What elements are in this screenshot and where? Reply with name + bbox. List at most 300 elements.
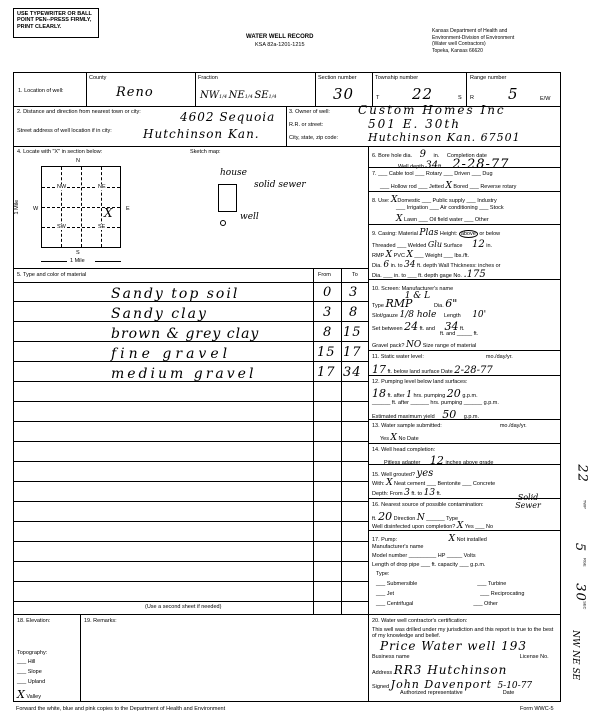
- s20-addr-label: Address: [372, 670, 393, 676]
- grid-h3: [42, 227, 120, 228]
- township-value: 22: [412, 85, 434, 103]
- mile-left: 1 Mile: [14, 199, 21, 215]
- agency-line: Kansas Department of Health and: [432, 28, 508, 34]
- s10-to: 34: [444, 320, 459, 333]
- s9-ftdepth: ft. depth: [417, 263, 437, 269]
- from-cell: 0: [323, 285, 333, 300]
- s18-upland: ___ Upland: [17, 679, 46, 685]
- s17-volts: Volts: [463, 553, 476, 559]
- divider: [368, 224, 561, 225]
- s9-dia-label: Dia.: [372, 263, 382, 269]
- s15-bent: Bentonite: [437, 481, 461, 487]
- s9-in: in.: [486, 243, 493, 249]
- s4-label: 4. Locate with "X" in section below:: [17, 149, 103, 155]
- from-cell: 3: [323, 305, 333, 320]
- s8-line1: 8. Use: XDomestic ___ Public supply ___ Industry: [372, 195, 497, 205]
- s12-hours: 1: [406, 390, 412, 400]
- section-value: 30: [333, 85, 355, 103]
- s10-line5: ft. and _____ ft.: [440, 331, 479, 337]
- s7-line2: ___ Hollow rod ___ Jetted X Bored ___ Reverse rotary: [380, 181, 517, 191]
- table-row: [13, 582, 368, 602]
- s12-after: ft. after: [387, 393, 405, 399]
- q-nw: NW: [57, 184, 67, 190]
- s17-line2: [372, 544, 424, 550]
- grid-h2: [42, 187, 120, 188]
- s17-turb: Turbine: [487, 581, 507, 587]
- s19-label: 19. Remarks:: [84, 618, 117, 624]
- s17-not: Not installed: [456, 537, 487, 543]
- s13-yes: Yes: [380, 436, 389, 442]
- s20-biz-line: [372, 654, 549, 660]
- table-row: [13, 382, 368, 402]
- s14-above: inches above grade: [445, 460, 494, 466]
- to-cell: 17: [343, 345, 362, 360]
- s8-lawn: Lawn: [403, 217, 418, 223]
- s6-in: in.: [433, 153, 440, 159]
- s9-height-in: 12: [472, 239, 485, 250]
- s17-line3: Model number _________ HP _____ Volts: [372, 553, 476, 559]
- county-label: County: [89, 75, 107, 81]
- s9-surface: Surface: [443, 243, 463, 249]
- s10-line1: [372, 283, 480, 301]
- s10-dia: Dia.: [433, 303, 444, 309]
- s8-stock: Stock: [489, 205, 504, 211]
- s8-domestic: Domestic: [397, 198, 421, 204]
- s3-label: 3. Owner of well:: [289, 109, 330, 115]
- divider: [372, 72, 373, 106]
- table-row: [13, 562, 368, 582]
- s15-depth: Depth: From: [372, 491, 403, 497]
- s18-hill-label: Hill: [27, 659, 36, 665]
- margin-sec-label: SEC: [582, 601, 588, 610]
- s9-gage-v: .175: [463, 269, 486, 280]
- s15-x: X: [386, 478, 393, 488]
- s13-date: Date: [407, 436, 419, 442]
- s12-gpm2: g.p.m.: [463, 414, 480, 420]
- s11-line1: [372, 354, 513, 360]
- divider: [368, 146, 369, 614]
- s20-lic: License No.: [519, 654, 549, 660]
- s6-date: 2-28-77: [452, 157, 510, 172]
- s9-x: X: [385, 250, 393, 260]
- s12-gpm: g.p.m.: [462, 393, 478, 399]
- s20-biz: Business name: [372, 654, 410, 660]
- s9-label: 9. Casing: Material: [372, 231, 418, 237]
- s16-yes: Yes: [464, 524, 474, 530]
- s20-dt: Date: [502, 690, 515, 696]
- range-label: Range number: [470, 75, 507, 81]
- s17-line5: [376, 571, 389, 577]
- form-number: Form WWC-5: [520, 706, 554, 712]
- s12-line1: [372, 379, 467, 385]
- s3-city-value: Hutchinson Kan. 67501: [368, 131, 521, 144]
- map-e: E: [126, 206, 130, 212]
- divider: [368, 419, 561, 420]
- s15-line3: [372, 488, 441, 498]
- footer-note: Forward the white, blue and pink copies to the Department of Health and Environment: [16, 706, 226, 712]
- s11-date-label: Date: [441, 369, 453, 375]
- s10-dia-v: 6": [445, 297, 458, 310]
- s18-valley-label: Valley: [26, 694, 41, 700]
- s16-dir-v: N: [416, 513, 425, 523]
- margin-quarters: NW NE SE: [570, 630, 581, 681]
- s15-value: yes: [416, 468, 434, 479]
- from-cell: 15: [317, 345, 336, 360]
- to-cell: 15: [343, 325, 362, 340]
- s12-yield: 50: [442, 408, 457, 421]
- s14-line1: [372, 447, 435, 453]
- table-row: [13, 482, 368, 502]
- to-cell: 8: [349, 305, 359, 320]
- s10-line3: [372, 310, 486, 320]
- s3-rr: R.R. or street:: [289, 122, 324, 128]
- section-x-mark: X: [104, 206, 113, 220]
- s10-gravel-v: NO: [405, 340, 422, 350]
- s15-conc: Concrete: [472, 481, 496, 487]
- s16-type-v: Solid Sewer: [515, 493, 541, 510]
- s12-line2: [372, 388, 478, 401]
- s11-below: ft. below land surface: [387, 369, 440, 375]
- material-cell: medium gravel: [111, 366, 257, 382]
- s16-ftl: ft.: [372, 516, 377, 522]
- s7-dug: Dug: [482, 171, 493, 177]
- s7-cable: Cable tool: [388, 171, 414, 177]
- s9-to: in. to: [390, 263, 403, 269]
- s2-value: 4602 Sequoia: [180, 110, 276, 124]
- s10-length-v: 10': [472, 310, 487, 320]
- q-ne: NE: [98, 184, 106, 190]
- s14-pitless: Pitless adapter: [384, 460, 421, 466]
- table-row: [13, 442, 368, 462]
- agency-line: (Water well Contractors): [432, 41, 486, 47]
- q-sw: SW: [57, 224, 66, 230]
- s12-level: 18: [372, 387, 386, 400]
- fraction-q2: SE: [254, 90, 269, 101]
- s20-auth-line: [400, 690, 514, 696]
- from-cell: 17: [317, 365, 336, 380]
- margin-range-label: RGE: [582, 557, 588, 567]
- s8-x: X: [390, 195, 398, 205]
- s10-set: Set between: [372, 326, 403, 332]
- divider: [368, 350, 561, 351]
- s17-line7: ___ Jet ___ Reciprocating: [376, 591, 525, 597]
- s20-auth: Authorized representative: [400, 690, 463, 696]
- s13-mdy: mo./day/yr.: [499, 423, 527, 429]
- s10-gravel: Gravel pack?: [372, 343, 405, 349]
- statute: KSA 82a-1201-1215: [255, 42, 305, 48]
- s6-completion: Completion date: [446, 153, 487, 159]
- s20-addr-line: [372, 664, 507, 678]
- divider: [13, 614, 561, 615]
- s17-label: 17. Pump:: [372, 537, 398, 543]
- s15-ftto: ft. to: [411, 491, 423, 497]
- s7-x: X: [445, 181, 452, 191]
- divider: [80, 614, 81, 702]
- table-row: [13, 422, 368, 442]
- s11-level: 17: [372, 363, 386, 376]
- table-row: [13, 282, 368, 302]
- s2-value2: Hutchinson Kan.: [143, 127, 260, 141]
- s7-rotary: Rotary: [425, 171, 443, 177]
- sketch-sewer: solid sewer: [254, 180, 306, 190]
- from-cell: 8: [323, 325, 333, 340]
- s17-recip: Reciprocating: [490, 591, 525, 597]
- table-row: [13, 322, 368, 342]
- mile-bottom: 1 Mile: [70, 258, 85, 264]
- table-row: [13, 402, 368, 422]
- s10-slot-v: 1/8 hole: [399, 310, 437, 320]
- s16-line2: ft. 20 Direction N ______ Type: [372, 510, 459, 523]
- s11-label: 11. Static water level:: [372, 354, 424, 360]
- s12-est: Estimated maximum yield: [372, 414, 435, 420]
- s9-depth: 34: [404, 260, 416, 270]
- s17-ft: ft. capacity: [431, 562, 458, 568]
- s17-line6: ___ Submersible ___ Turbine: [376, 581, 507, 587]
- s18-slope: ___ Slope: [17, 669, 42, 675]
- s8-air: Air conditioning: [440, 205, 478, 211]
- s17-line8: ___ Centrifugal ___ Other: [376, 601, 498, 607]
- divider: [195, 72, 196, 106]
- divider: [368, 464, 561, 465]
- sketch-well-circle: [220, 220, 226, 226]
- s12-label: 12. Pumping level below land surfaces:: [372, 379, 468, 385]
- s14-inches: 12: [429, 454, 444, 467]
- s6-ft: ft.: [438, 164, 443, 170]
- s9-threaded: Threaded: [372, 243, 396, 249]
- s5-note: (Use a second sheet if needed): [145, 604, 222, 610]
- s18-hill: ___ Hill: [17, 659, 36, 665]
- s7-driven: Driven: [454, 171, 471, 177]
- section-label: Section number: [318, 75, 357, 81]
- s9-line2: Threaded ___ Welded Glu Surface 12 in.: [372, 239, 493, 250]
- s2-label2: Street address of well location if in city:: [17, 128, 112, 134]
- table-row: [13, 502, 368, 522]
- divider: [466, 72, 467, 106]
- s8-public: Public supply: [432, 198, 465, 204]
- s7-jetted: Jetted: [428, 184, 444, 190]
- divider: [368, 375, 561, 376]
- s14-line2: [384, 455, 493, 468]
- range-value: 5: [508, 85, 519, 103]
- s3-city: City, state, zip code:: [289, 135, 339, 141]
- to-cell: 34: [343, 365, 362, 380]
- s17-model: Model number: [372, 553, 408, 559]
- township-label: Township number: [375, 75, 419, 81]
- s8-line3: X Lawn ___ Oil field water ___ Other: [396, 214, 489, 224]
- s18-label: 18. Elevation:: [17, 618, 51, 624]
- mile-line: [95, 261, 121, 262]
- s17-cent: Centrifugal: [386, 601, 414, 607]
- s9-lbs: lbs./ft.: [454, 253, 470, 259]
- s17-jet: Jet: [386, 591, 395, 597]
- s7-hollow: Hollow rod: [390, 184, 417, 190]
- mile-line: [41, 261, 67, 262]
- s7-bored: Bored: [453, 184, 469, 190]
- s15-from: 3: [404, 488, 410, 498]
- divider: [315, 72, 316, 106]
- s13-label: 13. Water sample submitted:: [372, 423, 442, 429]
- s16-type: Type: [446, 516, 459, 522]
- s17-line4: Length of drop pipe ___ ft. capacity ___ g.p.m.: [372, 562, 486, 568]
- s17-hp: HP: [437, 553, 446, 559]
- s15-label: 15. Well grouted?: [372, 472, 416, 478]
- sketch-well: well: [240, 212, 259, 222]
- material-table: [13, 282, 368, 612]
- divider: [368, 191, 561, 192]
- sketch-house: house: [220, 168, 247, 178]
- divider: [286, 106, 287, 146]
- s9-x2: X: [406, 250, 413, 260]
- s5-label: 5. Type and color of material: [17, 272, 87, 278]
- s17-type: Type:: [376, 571, 390, 577]
- material-cell: Sandy top soil: [111, 286, 240, 302]
- s10-size: Size range of material: [422, 343, 477, 349]
- s11-date: 2-28-77: [454, 365, 493, 376]
- s10-mfr: 1 & L: [404, 291, 431, 301]
- s15-line2: With: X Neat cement ___ Bentonite ___ Concrete: [372, 478, 496, 488]
- s12-hrs: hrs. pumping: [413, 393, 446, 399]
- s9-pvc: PVC: [393, 253, 405, 259]
- s8-other: Other: [474, 217, 489, 223]
- range-ew: E/W: [540, 96, 551, 102]
- s7-reverse: Reverse rotary: [480, 184, 517, 190]
- s16-x: X: [456, 521, 464, 531]
- s6-dia: 9: [419, 149, 426, 160]
- divider: [368, 530, 561, 531]
- s1-label: 1. Location of well:: [18, 88, 64, 94]
- s18-upland-label: Upland: [27, 679, 46, 685]
- s9-line1: [372, 228, 500, 238]
- fraction-q0: NW: [200, 90, 220, 101]
- s12-line3: ______ ft. after ______ hrs. pumping ______ g.p.m.: [372, 400, 499, 406]
- grid-v2: [61, 167, 62, 247]
- s20-label: 20. Water well contractor's certification:: [372, 618, 468, 624]
- divider: [13, 146, 561, 147]
- sketch-house-box: [218, 184, 237, 212]
- s18-topo: Topography:: [17, 650, 48, 656]
- s10-line2: [372, 298, 457, 311]
- s7-line1: 7. ___ Cable tool ___ Rotary ___ Driven ___ Dug: [372, 171, 493, 177]
- s3-owner: Custom Homes Inc: [358, 103, 506, 117]
- s9-line5: Dia. ___ in. to ___ ft. depth gage No. .175: [372, 269, 486, 280]
- s20-sig-label: Signed: [372, 684, 390, 690]
- s9-glued: Glu: [427, 240, 442, 249]
- s10-length: Length: [443, 313, 461, 319]
- s13-line2: [380, 433, 419, 443]
- fraction-value: NW1/4 NE1/4 SE1/4: [200, 90, 277, 101]
- s17-line1: [372, 534, 487, 544]
- table-row: [13, 542, 368, 562]
- agency-line: Topeka, Kansas 66620: [432, 47, 483, 54]
- section-grid: [41, 166, 121, 248]
- s20-cert: This well was drilled under my jurisdiction and this report is true to the best of my knowledge and belief.: [372, 627, 554, 640]
- s10-slot: Slot/gauze: [372, 313, 398, 319]
- s16-label: 16. Nearest source of possible contamination:: [372, 502, 484, 508]
- divider: [368, 167, 561, 168]
- s9-above: above: [460, 231, 476, 237]
- s12-gpm-v: 20: [446, 387, 461, 400]
- divider: [368, 443, 561, 444]
- s17-gpm: g.p.m.: [470, 562, 486, 568]
- s17-x: X: [448, 534, 456, 544]
- township-s: S: [458, 95, 462, 101]
- s18-slope-label: Slope: [27, 669, 42, 675]
- s9-gage: gage No.: [439, 273, 462, 279]
- s6-depth-label: Well depth: [398, 164, 424, 170]
- s20-date: 5-10-77: [497, 681, 533, 691]
- table-row: [13, 522, 368, 542]
- s14-label: 14. Well head completion:: [372, 447, 436, 453]
- fraction-label: Fraction: [198, 75, 218, 81]
- s9-rmp: RMP: [372, 253, 385, 259]
- s9-welded: Welded: [407, 243, 427, 249]
- s18-x: X: [17, 688, 25, 701]
- s13-line1: [372, 423, 527, 429]
- s10-type: Type: [372, 303, 384, 309]
- s6-label: 6. Bore hole dia.: [372, 153, 413, 159]
- s16-no: No: [485, 524, 494, 530]
- material-cell: Sandy clay: [111, 306, 208, 322]
- table-row: [13, 342, 368, 362]
- s16-line3: Well disinfected upon completion? X Yes ___ No: [372, 521, 494, 531]
- s17-sub: Submersible: [386, 581, 418, 587]
- s9-height: Height:: [439, 231, 458, 237]
- range-r: R: [470, 95, 474, 101]
- divider: [368, 279, 561, 280]
- s10-label: 10. Screen: Manufacturer's name: [372, 286, 454, 292]
- s9-line3: RMP X PVC X ___ Weight ___ lbs./ft.: [372, 250, 470, 260]
- s10-ft: ft.: [460, 326, 465, 332]
- s8-industry: Industry: [477, 198, 497, 204]
- s9-wall: Wall Thickness: inches or: [438, 263, 501, 269]
- s8-x2: X: [396, 214, 403, 224]
- map-s: S: [76, 250, 80, 256]
- from-header: From: [318, 272, 331, 278]
- s10-type-v: RMP: [385, 297, 413, 310]
- instruction-text: USE TYPEWRITER OR BALL POINT PEN--PRESS FIRMLY, PRINT CLEARLY.: [17, 11, 92, 30]
- divider: [86, 72, 87, 106]
- agency: [432, 28, 514, 54]
- map-w: W: [33, 206, 39, 212]
- s10-line6: [372, 340, 476, 350]
- s16-dir: Direction: [393, 516, 416, 522]
- s15-neat: Neat cement: [394, 481, 426, 487]
- to-cell: 3: [349, 285, 359, 300]
- s18-valley: [17, 689, 41, 702]
- s9-weight: Weight: [425, 253, 443, 259]
- s8-label: 8. Use:: [372, 198, 390, 204]
- s8-irrigation: Irrigation: [406, 205, 429, 211]
- margin-twp-label: TWP: [582, 499, 588, 509]
- s15-ft: ft.: [436, 491, 442, 497]
- s16-ft: 20: [378, 510, 393, 523]
- s9-below: or below: [479, 231, 501, 237]
- material-cell: fine gravel: [111, 346, 232, 362]
- s6-depth: 34: [425, 160, 439, 171]
- instruction-box: [13, 8, 99, 38]
- s11-mdy: mo./day/yr.: [485, 354, 513, 360]
- to-header: To: [352, 272, 358, 278]
- s15-with: With:: [372, 481, 385, 487]
- sketch-label: Sketch map:: [190, 149, 221, 155]
- margin-sec: 30: [572, 583, 588, 602]
- s17-len: Length of drop pipe: [372, 562, 420, 568]
- s9-material: Plas: [419, 228, 439, 238]
- s16-line1: [372, 502, 484, 508]
- grid-v3: [101, 167, 102, 247]
- table-row: [13, 362, 368, 382]
- s3-street: 501 E. 30th: [368, 117, 461, 131]
